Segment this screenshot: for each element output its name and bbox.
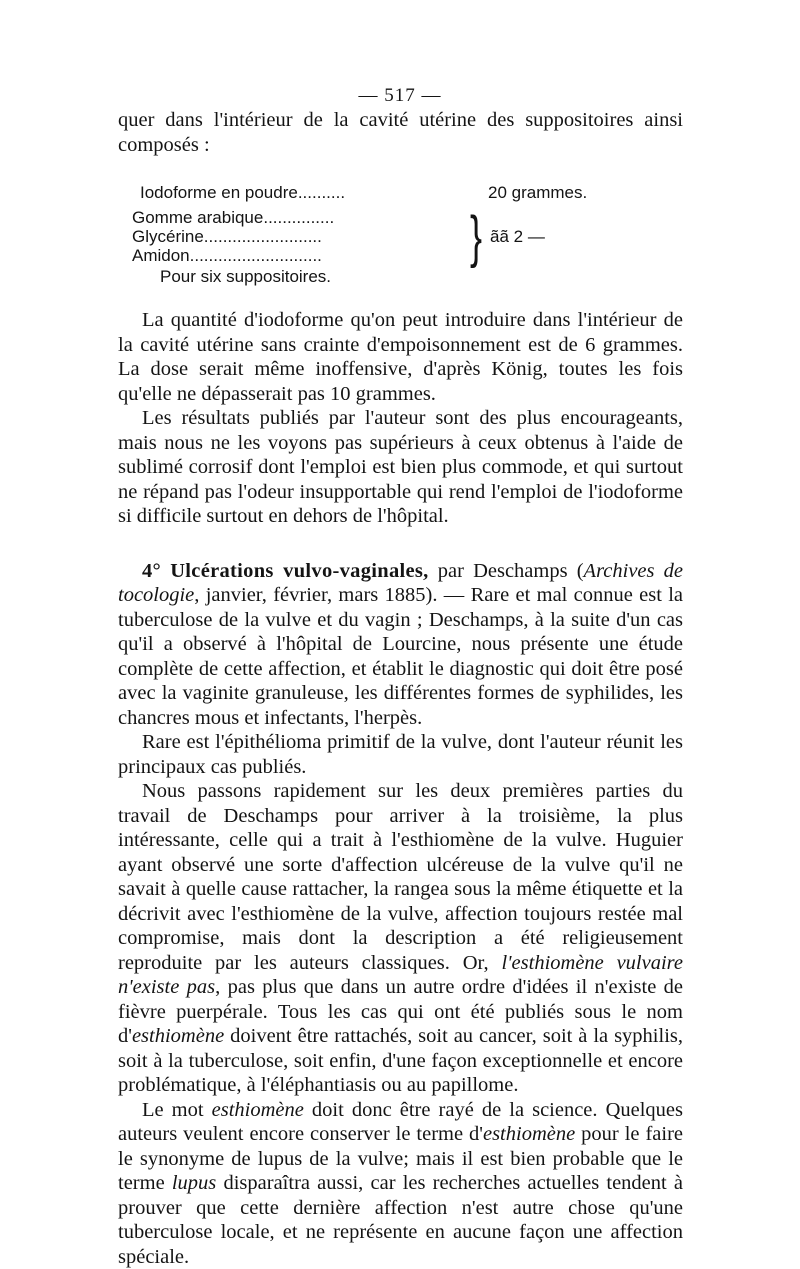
recipe-brace: }: [470, 206, 482, 267]
intro-paragraph: quer dans l'intérieur de la cavité utérine des suppositoires ainsi composés :: [118, 108, 683, 157]
emphasis: esthiomène: [483, 1123, 575, 1145]
paragraph: Rare est l'épithélioma primitif de la vulve, dont l'auteur réunit les principaux cas publiés.: [118, 730, 683, 779]
text-run: doit donc être rayé de la science. Quelques auteurs veulent encore conserver le terme d': [118, 1099, 683, 1146]
paragraph: La quantité d'iodoforme qu'on peut introduire dans l'intérieur de la cavité utérine sans crainte d'empoisonnement est de 6 grammes. La dose serait même inoffensive, d'après König, toutes les fois qu'elle ne dépasserait pas 10 grammes.: [118, 308, 683, 406]
recipe-ingredient: Iodoforme en poudre..........: [140, 183, 466, 202]
emphasis: esthiomène: [132, 1025, 224, 1047]
page-number: — 517 —: [0, 84, 800, 108]
emphasis: esthiomène: [212, 1099, 304, 1121]
recipe-ingredient: Amidon............................: [132, 246, 466, 265]
text-run: , janvier, février, mars 1885). — Rare et mal connue est la tuberculose de la vulve et du vagin ; Deschamps, à la suite d'un cas qu'il a observé à l'hôpital de Lourcine, nous présente une étude complète de cette affection, et établit le diagnostic qui doit être posé avec la vaginite granuleuse, les différentes formes de syphilides, les chancres mous et infectants, l'herpès.: [118, 584, 683, 729]
journal-title: Archives de tocologie: [118, 560, 683, 607]
text-run: pour le faire le synonyme de lupus de la vulve; mais il est bien probable que le terme: [118, 1123, 683, 1194]
recipe-group: [118, 208, 683, 265]
recipe-group-items: [118, 208, 466, 265]
recipe-note: Pour six suppositoires.: [160, 267, 683, 286]
text-run: Le mot: [142, 1099, 212, 1121]
text-run: doivent être rattachés, soit au cancer, soit à la syphilis, soit à la tuberculose, soit enfin, d'une façon exceptionnelle et encore problématique, à l'éléphantiasis ou au papillome.: [118, 1025, 683, 1096]
recipe-ingredient: Glycérine.........................: [132, 227, 466, 246]
page-body: [118, 84, 683, 1269]
emphasis: lupus: [172, 1172, 216, 1194]
paragraph: [118, 1098, 683, 1269]
recipe-ingredient: Gomme arabique...............: [132, 208, 466, 227]
recipe-group-quantity: ãã 2 —: [490, 227, 545, 246]
text-run: par Deschamps (: [429, 560, 584, 582]
emphasis: l'esthiomène vulvaire n'existe pas: [118, 952, 683, 999]
paragraph: Les résultats publiés par l'auteur sont des plus encourageants, mais nous ne les voyons pas supérieurs à ceux obtenus à l'aide de sublimé corrosif dont l'emploi est bien plus commode, et qui surtout ne répand pas l'odeur insupportable qui rend l'emploi de l'iodoforme si difficile surtout en dehors de l'hôpital.: [118, 406, 683, 529]
recipe-line: [118, 183, 683, 202]
paragraph: [118, 779, 683, 1098]
section-number: 4°: [142, 560, 161, 582]
recipe-quantity: 20 grammes.: [488, 183, 587, 202]
recipe-block: [118, 183, 683, 286]
text-run: Nous passons rapidement sur les deux premières parties du travail de Deschamps pour arriver à la troisième, la plus intéressante, celle qui a trait à l'esthiomène de la vulve. Huguier ayant observé une sorte d'affection ulcéreuse de la vulve qu'il ne savait à quelle cause rattacher, la rangea sous la même étiquette et la décrivit avec l'esthiomène de la vulve, affection toujours restée mal compromise, mais dont la description a été religieusement reproduite par les auteurs classiques. Or,: [118, 780, 683, 974]
section-paragraph: [118, 559, 683, 731]
text-run: , pas plus que dans un autre ordre d'idées il n'existe de fièvre puerpérale. Tous les cas qui ont été publiés sous le nom d': [118, 976, 683, 1047]
text-run: disparaîtra aussi, car les recherches actuelles tendent à prouver que cette dernière affection n'est autre chose qu'une tuberculose locale, et ne représente en aucune façon une affection spéciale.: [118, 1172, 683, 1268]
section-title: Ulcérations vulvo-vaginales,: [170, 560, 428, 582]
